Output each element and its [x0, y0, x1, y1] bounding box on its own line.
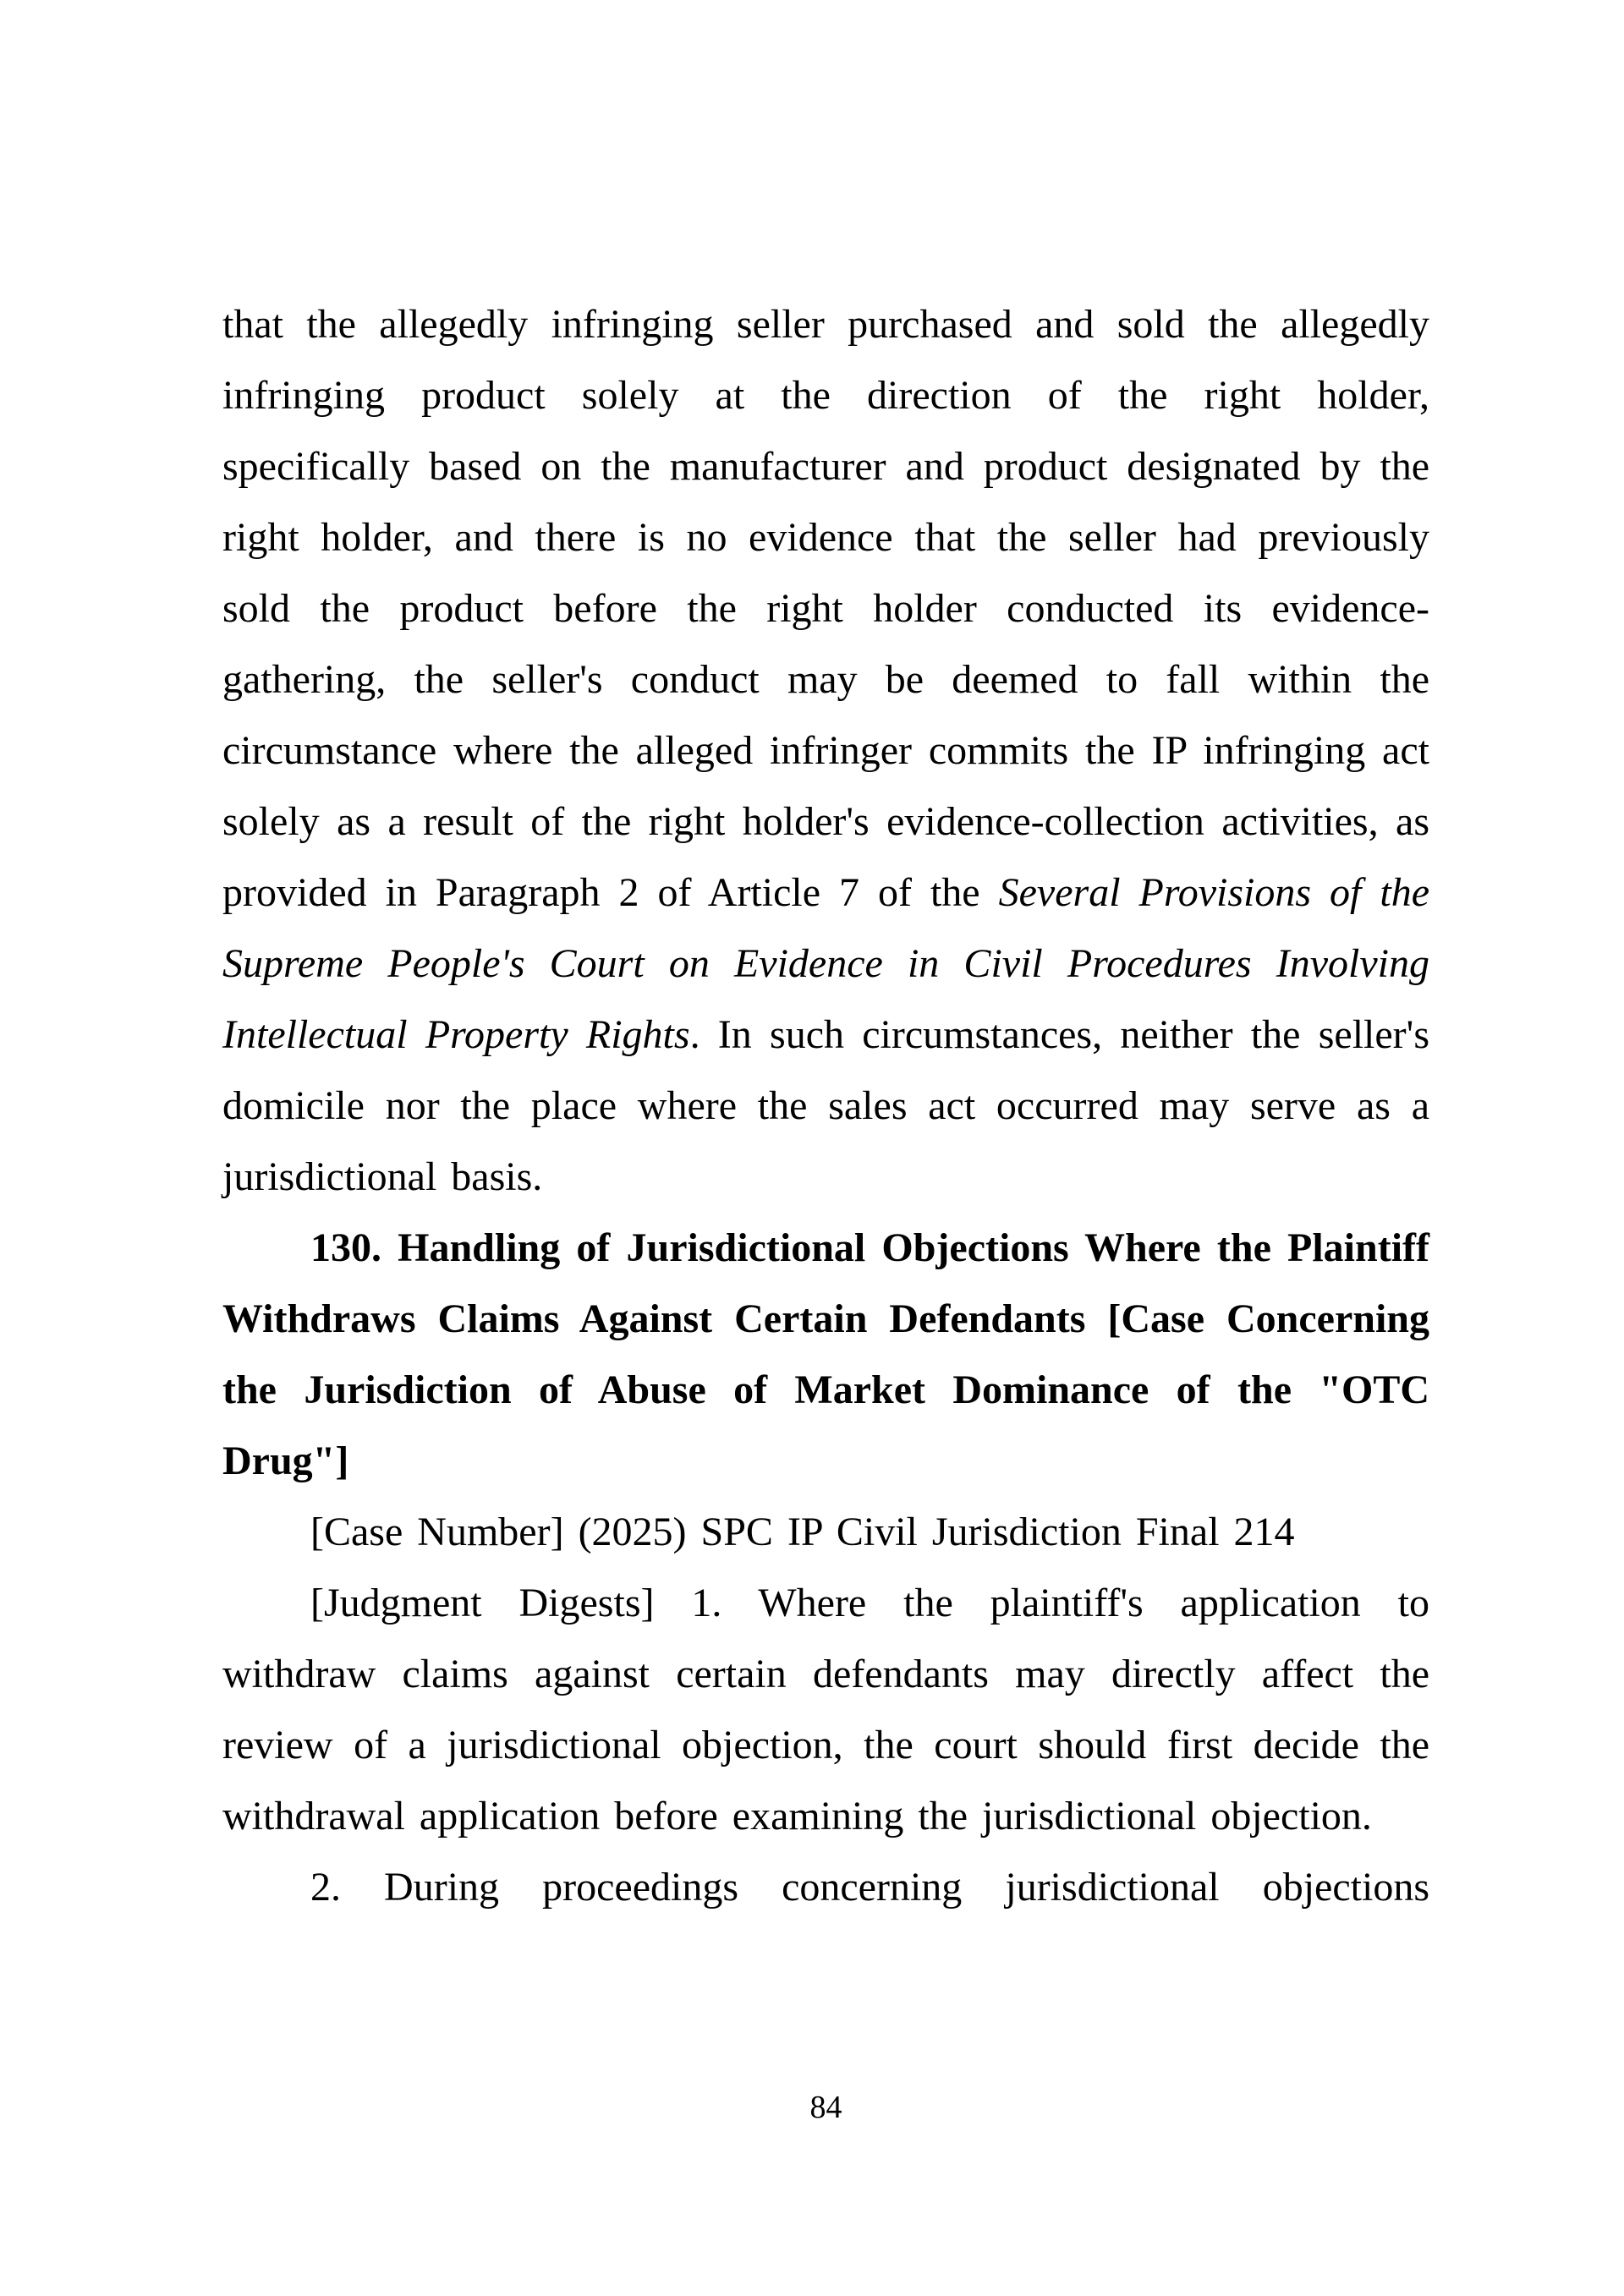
document-body [222, 289, 1429, 1923]
text-run: . In such circumstances, neither the seller's domicile nor the place where the sales act occurred may serve as a jurisdictional basis. [222, 1012, 1429, 1199]
page-footer [222, 2089, 1429, 2126]
text-run: that the allegedly infringing seller purchased and sold the allegedly infringing product solely at the direction of the right holder, specifically based on the manufacturer and product designated by the right holder, and there is no evidence that the seller had previously sold the product before the right holder conducted its evidence-gathering, the seller's conduct may be deemed to fall within the circumstance where the alleged infringer commits the IP infringing act solely as a result of the right holder's evidence-collection activities, as provided in Paragraph 2 of Article 7 of the [222, 302, 1429, 915]
digest-point-2-paragraph [222, 1852, 1429, 1923]
text-run: [Judgment Digests] 1. Where the plaintiff's application to withdraw claims against certain defendants may directly affect the review of a jurisdictional objection, the court should first decide the withdrawal application before examining the jurisdictional objection. [222, 1581, 1429, 1838]
judgment-digests-paragraph [222, 1568, 1429, 1852]
body-continuation-paragraph [222, 289, 1429, 1213]
text-run: 130. Handling of Jurisdictional Objections Where the Plaintiff Withdraws Claims Against Certain Defendants [Case Concerning the Jurisdiction of Abuse of Market Dominance of the "OTC Drug"] [222, 1225, 1429, 1483]
case-heading [222, 1213, 1429, 1497]
case-number-paragraph [222, 1497, 1429, 1568]
text-run: Several Provisions of the Supreme People's Court on Evidence in Civil Procedures Involving Intellectual Property Rights [222, 870, 1429, 1057]
page-number: 84 [809, 2090, 842, 2125]
text-run: [Case Number] (2025) SPC IP Civil Jurisdiction Final 214 [310, 1510, 1295, 1554]
text-run: 2. During proceedings concerning jurisdictional objections [310, 1865, 1429, 1910]
